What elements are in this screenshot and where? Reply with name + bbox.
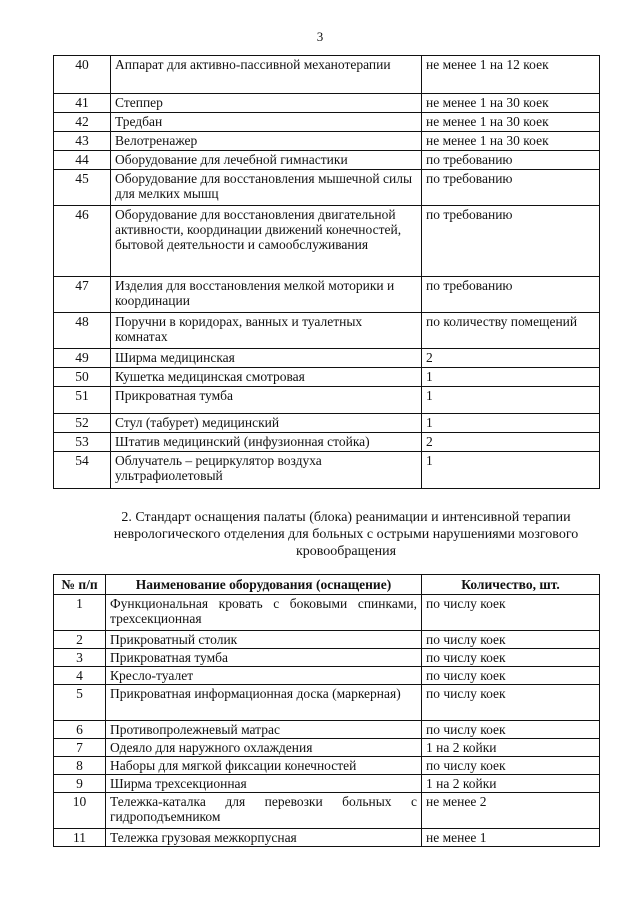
equipment-quantity: не менее 1 на 12 коек <box>422 56 600 94</box>
equipment-name: Функциональная кровать с боковыми спинками, трехсекционная <box>106 595 422 631</box>
row-number: 41 <box>54 94 111 113</box>
row-number: 6 <box>54 721 106 739</box>
table-row <box>54 685 600 721</box>
equipment-name: Прикроватный столик <box>106 631 422 649</box>
equipment-name: Оборудование для восстановления мышечной силы для мелких мышц <box>111 170 422 206</box>
equipment-name: Кушетка медицинская смотровая <box>111 368 422 387</box>
icu-equipment-table <box>53 574 600 847</box>
row-number: 49 <box>54 349 111 368</box>
equipment-name: Поручни в коридорах, ванных и туалетных комнатах <box>111 313 422 349</box>
row-number: 48 <box>54 313 111 349</box>
row-number: 1 <box>54 595 106 631</box>
equipment-name: Велотренажер <box>111 132 422 151</box>
equipment-quantity: по требованию <box>422 151 600 170</box>
equipment-quantity: не менее 1 <box>422 829 600 847</box>
equipment-table-continued <box>53 55 600 489</box>
table-row <box>54 757 600 775</box>
equipment-name: Облучатель – рециркулятор воздуха ультрафиолетовый <box>111 452 422 489</box>
table-row <box>54 775 600 793</box>
equipment-name: Прикроватная информационная доска (маркерная) <box>106 685 422 721</box>
equipment-name: Оборудование для лечебной гимнастики <box>111 151 422 170</box>
table-row <box>54 170 600 206</box>
equipment-name: Аппарат для активно-пассивной механотерапии <box>111 56 422 94</box>
table-row <box>54 113 600 132</box>
equipment-name: Тележка-каталка для перевозки больных с гидроподъемником <box>106 793 422 829</box>
table2-body <box>54 595 600 847</box>
equipment-quantity: не менее 1 на 30 коек <box>422 94 600 113</box>
equipment-quantity: по требованию <box>422 277 600 313</box>
row-number: 50 <box>54 368 111 387</box>
table-row <box>54 631 600 649</box>
row-number: 40 <box>54 56 111 94</box>
equipment-name: Степпер <box>111 94 422 113</box>
row-number: 46 <box>54 206 111 277</box>
row-number: 42 <box>54 113 111 132</box>
row-number: 9 <box>54 775 106 793</box>
equipment-quantity: по числу коек <box>422 649 600 667</box>
table2-header <box>54 575 600 595</box>
equipment-name: Одеяло для наружного охлаждения <box>106 739 422 757</box>
equipment-quantity: по числу коек <box>422 595 600 631</box>
equipment-quantity: 1 <box>422 452 600 489</box>
row-number: 7 <box>54 739 106 757</box>
equipment-name: Прикроватная тумба <box>106 649 422 667</box>
header-number: № п/п <box>54 575 106 595</box>
table-row <box>54 151 600 170</box>
table-row <box>54 313 600 349</box>
table-row <box>54 368 600 387</box>
table-row <box>54 94 600 113</box>
table-row <box>54 349 600 368</box>
equipment-quantity: не менее 1 на 30 коек <box>422 113 600 132</box>
equipment-quantity: не менее 1 на 30 коек <box>422 132 600 151</box>
table-row <box>54 739 600 757</box>
row-number: 54 <box>54 452 111 489</box>
equipment-quantity: 1 <box>422 387 600 414</box>
equipment-quantity: не менее 2 <box>422 793 600 829</box>
table-row <box>54 132 600 151</box>
row-number: 2 <box>54 631 106 649</box>
equipment-name: Кресло-туалет <box>106 667 422 685</box>
table-row <box>54 667 600 685</box>
row-number: 53 <box>54 433 111 452</box>
table-row <box>54 433 600 452</box>
row-number: 3 <box>54 649 106 667</box>
equipment-quantity: 1 на 2 койки <box>422 739 600 757</box>
equipment-quantity: по числу коек <box>422 631 600 649</box>
row-number: 47 <box>54 277 111 313</box>
equipment-name: Противопролежневый матрас <box>106 721 422 739</box>
table-row <box>54 206 600 277</box>
equipment-quantity: 1 <box>422 368 600 387</box>
equipment-name: Прикроватная тумба <box>111 387 422 414</box>
table-row <box>54 414 600 433</box>
header-name: Наименование оборудования (оснащение) <box>106 575 422 595</box>
equipment-quantity: по числу коек <box>422 685 600 721</box>
equipment-quantity: 1 на 2 койки <box>422 775 600 793</box>
header-quantity: Количество, шт. <box>422 575 600 595</box>
equipment-name: Стул (табурет) медицинский <box>111 414 422 433</box>
row-number: 4 <box>54 667 106 685</box>
row-number: 51 <box>54 387 111 414</box>
equipment-quantity: по числу коек <box>422 721 600 739</box>
row-number: 8 <box>54 757 106 775</box>
equipment-quantity: по числу коек <box>422 667 600 685</box>
equipment-name: Тележка грузовая межкорпусная <box>106 829 422 847</box>
equipment-quantity: 1 <box>422 414 600 433</box>
table1-body <box>54 56 600 489</box>
equipment-name: Оборудование для восстановления двигательной активности, координации движений конечностей, бытовой деятельности и самообслуживания <box>111 206 422 277</box>
row-number: 10 <box>54 793 106 829</box>
equipment-quantity: по требованию <box>422 170 600 206</box>
row-number: 43 <box>54 132 111 151</box>
table-row <box>54 56 600 94</box>
page-number: 3 <box>316 29 324 44</box>
section-heading: 2. Стандарт оснащения палаты (блока) реанимации и интенсивной терапии неврологического отделения для больных с острыми нарушениями мозгового кровообращения <box>113 510 579 559</box>
table-row <box>54 277 600 313</box>
equipment-name: Тредбан <box>111 113 422 132</box>
equipment-quantity: 2 <box>422 433 600 452</box>
equipment-quantity: 2 <box>422 349 600 368</box>
equipment-name: Изделия для восстановления мелкой моторики и координации <box>111 277 422 313</box>
table-row <box>54 387 600 414</box>
equipment-quantity: по требованию <box>422 206 600 277</box>
equipment-quantity: по количеству помещений <box>422 313 600 349</box>
equipment-name: Наборы для мягкой фиксации конечностей <box>106 757 422 775</box>
table-row <box>54 452 600 489</box>
table-row <box>54 595 600 631</box>
equipment-name: Ширма трехсекционная <box>106 775 422 793</box>
equipment-name: Ширма медицинская <box>111 349 422 368</box>
equipment-quantity: по числу коек <box>422 757 600 775</box>
row-number: 52 <box>54 414 111 433</box>
table-row <box>54 829 600 847</box>
table-row <box>54 649 600 667</box>
header-row <box>54 575 600 595</box>
row-number: 11 <box>54 829 106 847</box>
table-row <box>54 721 600 739</box>
equipment-name: Штатив медицинский (инфузионная стойка) <box>111 433 422 452</box>
row-number: 44 <box>54 151 111 170</box>
row-number: 45 <box>54 170 111 206</box>
row-number: 5 <box>54 685 106 721</box>
table-row <box>54 793 600 829</box>
